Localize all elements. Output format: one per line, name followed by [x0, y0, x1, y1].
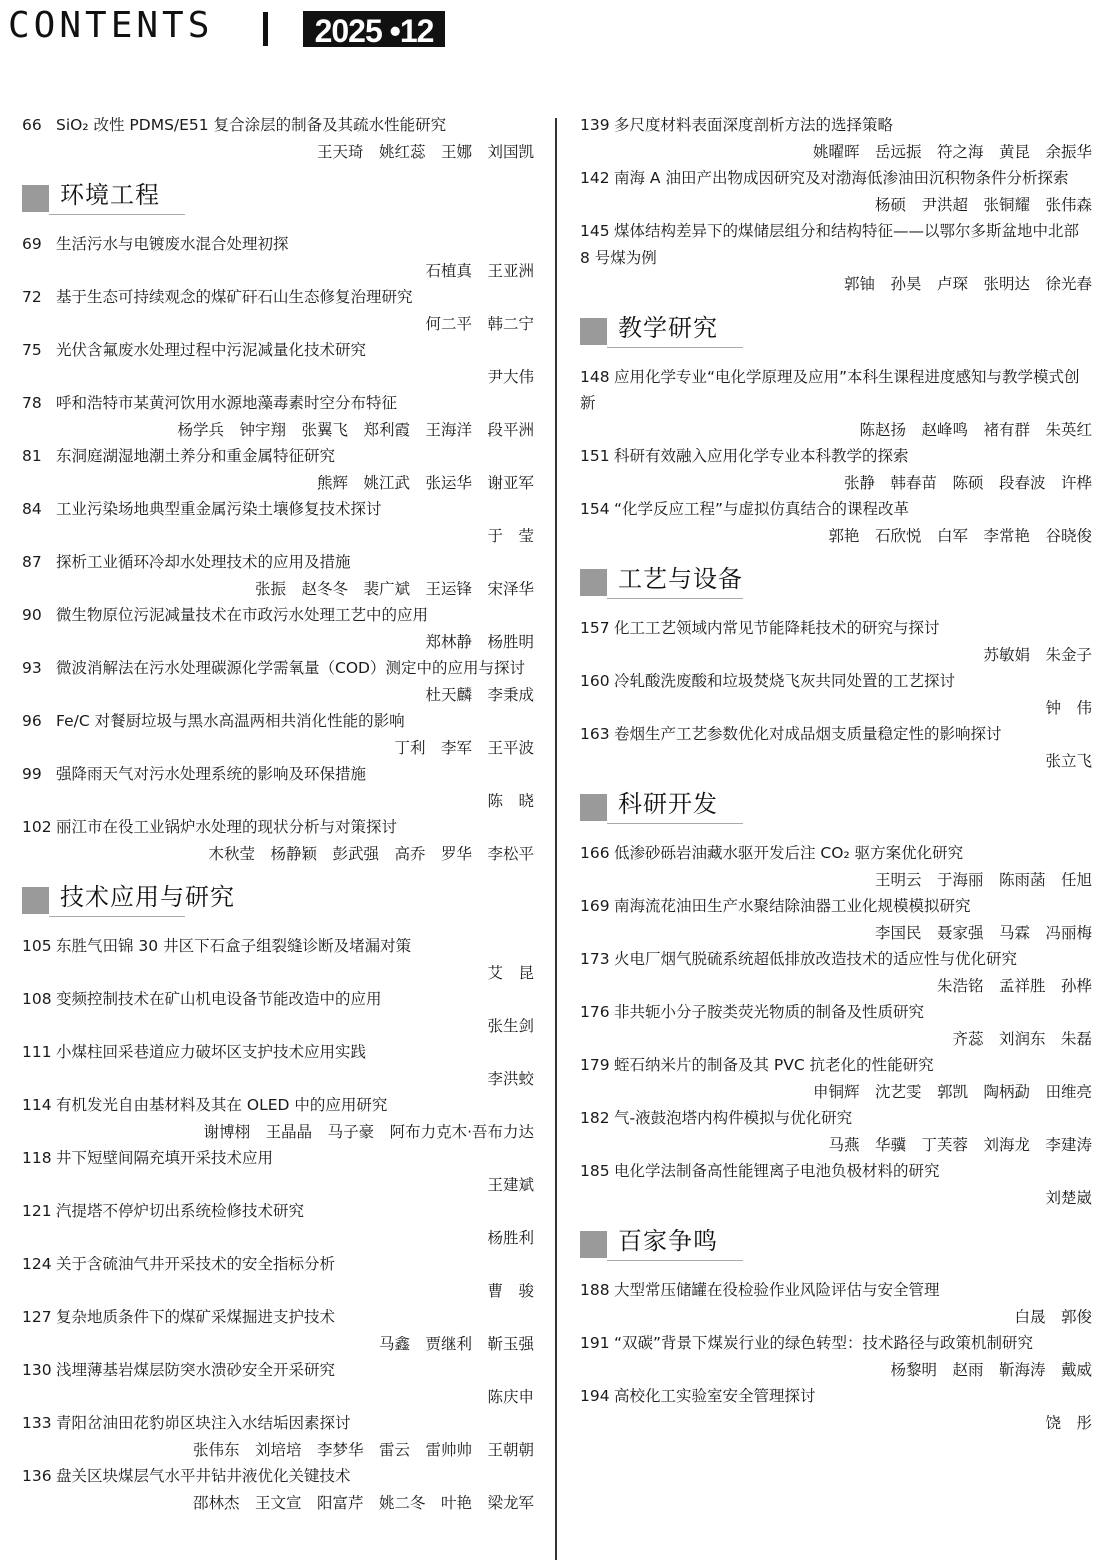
page-number: 157	[580, 619, 610, 637]
section-marker-square	[580, 794, 607, 821]
article-title: 呼和浩特市某黄河饮用水源地藻毒素时空分布特征	[56, 394, 398, 412]
toc-entry-line	[22, 496, 534, 523]
page-number: 81	[22, 447, 42, 465]
toc-entry[interactable]	[22, 1251, 534, 1304]
article-authors: 张生剑	[487, 1016, 534, 1035]
page-number: 118	[22, 1149, 52, 1167]
article-authors: 张振 赵冬冬 裴广斌 王运锋 宋泽华	[254, 579, 534, 598]
page-number: 72	[22, 288, 42, 306]
toc-entry[interactable]	[580, 1052, 1092, 1105]
article-authors: 杨学兵 钟宇翔 张翼飞 郑利霞 王海洋 段平洲	[177, 420, 534, 439]
header-divider-bar	[263, 12, 268, 46]
article-title: 微波消解法在污水处理碳源化学需氧量（COD）测定中的应用与探讨	[56, 659, 525, 677]
page-number: 145	[580, 222, 610, 240]
article-authors: 马燕 华骥 丁芙蓉 刘海龙 李建涛	[828, 1135, 1092, 1154]
article-authors: 李洪蛟	[487, 1069, 534, 1088]
page-number: 160	[580, 672, 610, 690]
page-number: 84	[22, 500, 42, 518]
section-underline	[49, 214, 185, 215]
article-title: 丽江市在役工业锅炉水处理的现状分析与对策探讨	[56, 818, 398, 836]
article-title: 探析工业循环冷却水处理技术的应用及措施	[56, 553, 351, 571]
toc-entry[interactable]	[22, 761, 534, 814]
toc-entry[interactable]	[580, 364, 1092, 444]
toc-entry-line	[580, 840, 1092, 867]
toc-entry-line	[580, 1277, 1092, 1304]
toc-entry[interactable]	[22, 390, 534, 443]
toc-entry-line	[580, 1105, 1092, 1132]
article-authors: 白晟 郭俊	[1014, 1307, 1092, 1326]
toc-entry[interactable]	[580, 1158, 1092, 1211]
toc-entry-line	[22, 1410, 534, 1437]
toc-entry[interactable]	[580, 1105, 1092, 1158]
toc-entry[interactable]	[22, 708, 534, 761]
toc-entry-line	[22, 1463, 534, 1490]
section-marker-square	[580, 318, 607, 345]
toc-entry-line	[22, 284, 534, 311]
article-authors: 马鑫 贾继利 靳玉强	[378, 1334, 534, 1353]
article-title: 强降雨天气对污水处理系统的影响及环保措施	[56, 765, 367, 783]
article-authors: 陈庆申	[487, 1387, 534, 1406]
toc-entry[interactable]	[580, 615, 1092, 668]
article-title: “化学反应工程”与虚拟仿真结合的课程改革	[614, 500, 910, 518]
toc-entry-line	[580, 1052, 1092, 1079]
article-title: 有机发光自由基材料及其在 OLED 中的应用研究	[56, 1096, 388, 1114]
section-marker-square	[580, 569, 607, 596]
article-authors: 齐蕊 刘润东 朱磊	[952, 1029, 1092, 1048]
toc-entry-line	[22, 761, 534, 788]
article-authors: 郭艳 石欣悦 白军 李常艳 谷晓俊	[828, 526, 1092, 545]
page-number: 114	[22, 1096, 52, 1114]
article-title: 东胜气田锦 30 井区下石盒子组裂缝诊断及堵漏对策	[56, 937, 412, 955]
toc-entry-line	[580, 721, 1092, 748]
article-authors: 尹大伟	[487, 367, 534, 386]
toc-entry[interactable]	[580, 840, 1092, 893]
article-authors: 李国民 聂家强 马霖 冯丽梅	[874, 923, 1092, 942]
article-title: 科研有效融入应用化学专业本科教学的探索	[614, 447, 909, 465]
article-authors: 艾 昆	[487, 963, 534, 982]
article-authors: 杜天麟 李秉成	[425, 685, 534, 704]
toc-entry-line	[22, 1251, 534, 1278]
toc-entry-line	[22, 1304, 534, 1331]
toc-entry[interactable]	[22, 112, 534, 165]
section-heading	[580, 788, 1092, 824]
article-title: 卷烟生产工艺参数优化对成品烟支质量稳定性的影响探讨	[614, 725, 1002, 743]
article-title: 大型常压储罐在役检验作业风险评估与安全管理	[614, 1281, 940, 1299]
toc-entry[interactable]	[580, 443, 1092, 496]
toc-entry[interactable]	[22, 655, 534, 708]
article-authors: 陈 晓	[487, 791, 534, 810]
toc-entry-line	[22, 549, 534, 576]
section-title: 工艺与设备	[618, 565, 743, 593]
page-number: 102	[22, 818, 52, 836]
article-authors: 于 莹	[487, 526, 534, 545]
page-number: 99	[22, 765, 42, 783]
toc-entry[interactable]	[22, 549, 534, 602]
article-authors: 王建斌	[487, 1175, 534, 1194]
page-number: 90	[22, 606, 42, 624]
toc-entry-line	[22, 708, 534, 735]
toc-entry[interactable]	[580, 893, 1092, 946]
section-marker-square	[22, 185, 49, 212]
toc-entry-line	[580, 999, 1092, 1026]
page-number: 176	[580, 1003, 610, 1021]
section-underline	[607, 823, 743, 824]
toc-entry[interactable]	[22, 284, 534, 337]
page-number: 111	[22, 1043, 52, 1061]
section-underline	[607, 1260, 743, 1261]
section-heading	[580, 312, 1092, 348]
section-title: 环境工程	[60, 181, 160, 209]
toc-entry-line	[580, 165, 1092, 192]
toc-entry-line	[580, 1383, 1092, 1410]
toc-entry[interactable]	[22, 933, 534, 986]
article-authors: 苏敏娟 朱金子	[983, 645, 1092, 664]
article-title: “双碳”背景下煤炭行业的绿色转型：技术路径与政策机制研究	[614, 1334, 1034, 1352]
article-title: 光伏含氟废水处理过程中污泥减量化技术研究	[56, 341, 367, 359]
page-number: 66	[22, 116, 42, 134]
article-title: 汽提塔不停炉切出系统检修技术研究	[56, 1202, 305, 1220]
article-title: 微生物原位污泥减量技术在市政污水处理工艺中的应用	[56, 606, 429, 624]
section-title: 百家争鸣	[618, 1227, 718, 1255]
page-number: 93	[22, 659, 42, 677]
toc-entry[interactable]	[580, 1277, 1092, 1330]
article-title: 小煤柱回采巷道应力破坏区支护技术应用实践	[56, 1043, 367, 1061]
article-title: 蛭石纳米片的制备及其 PVC 抗老化的性能研究	[614, 1056, 934, 1074]
article-authors: 丁利 李军 王平波	[394, 738, 534, 757]
section-title: 教学研究	[618, 313, 718, 342]
article-authors: 张静 韩春苗 陈硕 段春波 许桦	[843, 473, 1092, 492]
toc-entry[interactable]	[22, 1357, 534, 1410]
toc-entry-line	[22, 443, 534, 470]
article-title: 复杂地质条件下的煤矿采煤掘进支护技术	[56, 1308, 336, 1326]
page-number: 124	[22, 1255, 52, 1273]
toc-entry-line	[580, 893, 1092, 920]
article-authors: 杨硕 尹洪超 张铜耀 张伟森	[874, 195, 1092, 214]
issue-number-badge: 2025 •12	[303, 11, 445, 47]
toc-entry[interactable]	[580, 496, 1092, 549]
toc-entry[interactable]	[22, 1198, 534, 1251]
toc-entry-line	[580, 615, 1092, 642]
article-authors: 陈赵扬 赵峰鸣 褚有群 朱英红	[859, 420, 1092, 439]
toc-entry-line	[22, 1039, 534, 1066]
toc-entry[interactable]	[580, 218, 1092, 298]
toc-entry-line	[22, 390, 534, 417]
toc-entry[interactable]	[22, 1463, 534, 1516]
toc-entry[interactable]	[22, 231, 534, 284]
article-authors: 曹 骏	[487, 1281, 534, 1300]
toc-entry[interactable]	[580, 946, 1092, 999]
article-title: 南海 A 油田产出物成因研究及对渤海低渗油田沉积物条件分析探索	[614, 169, 1069, 187]
page-number: 96	[22, 712, 42, 730]
toc-entry-line	[580, 496, 1092, 523]
page-number: 191	[580, 1334, 610, 1352]
toc-entry-line	[22, 337, 534, 364]
article-title: 盘关区块煤层气水平井钻井液优化关键技术	[56, 1467, 351, 1485]
page-number: 139	[580, 116, 610, 134]
page-number: 78	[22, 394, 42, 412]
article-title: 电化学法制备高性能锂离子电池负极材料的研究	[614, 1162, 940, 1180]
article-title: 东洞庭湖湿地潮土养分和重金属特征研究	[56, 447, 336, 465]
article-authors: 王天琦 姚红蕊 王娜 刘国凯	[316, 142, 534, 161]
toc-entry-line	[22, 986, 534, 1013]
section-marker-square	[22, 887, 49, 914]
toc-entry-line	[22, 655, 534, 682]
page-number: 87	[22, 553, 42, 571]
article-authors: 姚曜晖 岳远振 符之海 黄昆 余振华	[812, 142, 1092, 161]
toc-entry[interactable]	[22, 443, 534, 496]
article-authors: 张立飞	[1045, 751, 1092, 770]
page-number: 75	[22, 341, 42, 359]
section-heading	[22, 179, 534, 215]
toc-entry[interactable]	[22, 1039, 534, 1092]
article-authors: 郭铀 孙昊 卢琛 张明达 徐光春	[843, 275, 1092, 293]
toc-entry-line	[22, 933, 534, 960]
article-authors: 王明云 于海丽 陈雨菡 任旭	[874, 870, 1092, 889]
toc-entry[interactable]	[580, 999, 1092, 1052]
article-authors: 谢博栩 王晶晶 马子豪 阿布力克木·吾布力达	[203, 1122, 534, 1141]
article-authors: 饶 彤	[1045, 1413, 1092, 1432]
article-authors: 木秋莹 杨静颖 彭武强 高乔 罗华 李松平	[208, 844, 534, 863]
article-title: 生活污水与电镀废水混合处理初探	[56, 235, 289, 253]
page-number: 69	[22, 235, 42, 253]
section-heading	[22, 881, 534, 917]
toc-entry-line	[580, 364, 1092, 417]
section-title: 技术应用与研究	[60, 883, 235, 911]
article-title: 青阳岔油田花豹峁区块注入水结垢因素探讨	[56, 1414, 351, 1432]
page-number: 182	[580, 1109, 610, 1127]
page-number: 133	[22, 1414, 52, 1432]
article-authors: 何二平 韩二宁	[425, 314, 534, 333]
page-number: 154	[580, 500, 610, 518]
section-underline	[607, 347, 743, 348]
toc-entry-line	[580, 1158, 1092, 1185]
article-title: 煤体结构差异下的煤储层组分和结构特征——以鄂尔多斯盆地中北部 8 号煤为例	[580, 222, 1080, 267]
article-title: 多尺度材料表面深度剖析方法的选择策略	[614, 116, 894, 134]
toc-entry[interactable]	[22, 1092, 534, 1145]
article-title: 非共轭小分子胺类荧光物质的制备及性质研究	[614, 1003, 925, 1021]
article-title: 基于生态可持续观念的煤矿矸石山生态修复治理研究	[56, 288, 413, 306]
page-number: 169	[580, 897, 610, 915]
page-number: 105	[22, 937, 52, 955]
toc-left-column	[22, 112, 534, 1516]
page-number: 121	[22, 1202, 52, 1220]
article-title: 低渗砂砾岩油藏水驱开发后注 CO₂ 驱方案优化研究	[614, 844, 964, 862]
page-number: 163	[580, 725, 610, 743]
article-title: 化工工艺领域内常见节能降耗技术的研究与探讨	[614, 619, 940, 637]
page-number: 185	[580, 1162, 610, 1180]
page-number: 136	[22, 1467, 52, 1485]
toc-entry-line	[580, 668, 1092, 695]
toc-entry-line	[22, 1198, 534, 1225]
toc-entry[interactable]	[580, 721, 1092, 774]
article-title: 浅埋薄基岩煤层防突水溃砂安全开采研究	[56, 1361, 336, 1379]
article-authors: 钟 伟	[1045, 698, 1092, 717]
toc-entry-line	[22, 1092, 534, 1119]
toc-entry[interactable]	[580, 112, 1092, 165]
toc-right-column	[580, 112, 1092, 1436]
section-heading	[580, 563, 1092, 599]
page-number: 127	[22, 1308, 52, 1326]
section-marker-square	[580, 1231, 607, 1258]
section-title: 科研开发	[618, 790, 718, 818]
page-number: 194	[580, 1387, 610, 1405]
toc-entry[interactable]	[580, 1383, 1092, 1436]
toc-entry[interactable]	[22, 1304, 534, 1357]
article-authors: 杨黎明 赵雨 靳海涛 戴威	[890, 1360, 1092, 1379]
article-authors: 郑林静 杨胜明	[425, 632, 534, 651]
toc-entry-line	[580, 218, 1092, 271]
article-title: 气-液鼓泡塔内构件模拟与优化研究	[614, 1109, 853, 1127]
toc-entry-line	[22, 1145, 534, 1172]
toc-entry[interactable]	[22, 1410, 534, 1463]
article-title: 高校化工实验室安全管理探讨	[614, 1387, 816, 1405]
toc-entry[interactable]	[580, 1330, 1092, 1383]
page-number: 148	[580, 367, 610, 386]
page-number: 166	[580, 844, 610, 862]
article-title: 南海流花油田生产水聚结除油器工业化规模模拟研究	[614, 897, 971, 915]
page-header	[0, 0, 1109, 60]
article-title: 工业污染场地典型重金属污染土壤修复技术探讨	[56, 500, 382, 518]
toc-entry-line	[580, 1330, 1092, 1357]
article-title: 变频控制技术在矿山机电设备节能改造中的应用	[56, 990, 382, 1008]
toc-entry-line	[580, 443, 1092, 470]
article-title: Fe/C 对餐厨垃圾与黑水高温两相共消化性能的影响	[56, 712, 405, 730]
section-underline	[607, 598, 743, 599]
page-number: 108	[22, 990, 52, 1008]
article-title: 冷轧酸洗废酸和垃圾焚烧飞灰共同处置的工艺探讨	[614, 672, 956, 690]
article-authors: 刘楚崴	[1045, 1188, 1092, 1207]
page-number: 151	[580, 447, 610, 465]
article-authors: 熊辉 姚江武 张运华 谢亚军	[316, 473, 534, 492]
toc-entry[interactable]	[22, 986, 534, 1039]
page-number: 179	[580, 1056, 610, 1074]
toc-entry-line	[580, 112, 1092, 139]
article-authors: 杨胜利	[487, 1228, 534, 1247]
toc-entry-line	[22, 231, 534, 258]
page-number: 130	[22, 1361, 52, 1379]
article-title: 井下短壁间隔充填开采技术应用	[56, 1149, 274, 1167]
page-number: 142	[580, 169, 610, 187]
toc-entry-line	[22, 814, 534, 841]
toc-entry[interactable]	[22, 496, 534, 549]
article-authors: 申铜辉 沈艺雯 郭凯 陶柄勐 田维亮	[812, 1082, 1092, 1101]
article-title: 火电厂烟气脱硫系统超低排放改造技术的适应性与优化研究	[614, 950, 1018, 968]
toc-entry[interactable]	[580, 165, 1092, 218]
article-title: 关于含硫油气井开采技术的安全指标分析	[56, 1255, 336, 1273]
toc-entry-line	[22, 602, 534, 629]
article-authors: 朱浩铭 孟祥胜 孙桦	[936, 976, 1092, 995]
article-title: 应用化学专业“电化学原理及应用”本科生课程进度感知与教学模式创新	[580, 367, 1080, 412]
toc-entry[interactable]	[22, 1145, 534, 1198]
toc-entry-line	[22, 112, 534, 139]
article-title: SiO₂ 改性 PDMS/E51 复合涂层的制备及其疏水性能研究	[56, 116, 447, 134]
toc-entry[interactable]	[580, 668, 1092, 721]
column-divider	[555, 118, 557, 1560]
article-authors: 邵林杰 王文宣 阳富芹 姚二冬 叶艳 梁龙军	[192, 1493, 534, 1512]
toc-entry-line	[22, 1357, 534, 1384]
section-heading	[580, 1225, 1092, 1261]
toc-entry[interactable]	[22, 602, 534, 655]
page-number: 188	[580, 1281, 610, 1299]
section-underline	[49, 916, 185, 917]
toc-entry[interactable]	[22, 337, 534, 390]
toc-entry-line	[580, 946, 1092, 973]
page-number: 173	[580, 950, 610, 968]
article-authors: 张伟东 刘培培 李梦华 雷云 雷帅帅 王朝朝	[192, 1440, 534, 1459]
contents-title: CONTENTS	[8, 5, 214, 46]
toc-entry[interactable]	[22, 814, 534, 867]
article-authors: 石植真 王亚洲	[425, 261, 534, 280]
